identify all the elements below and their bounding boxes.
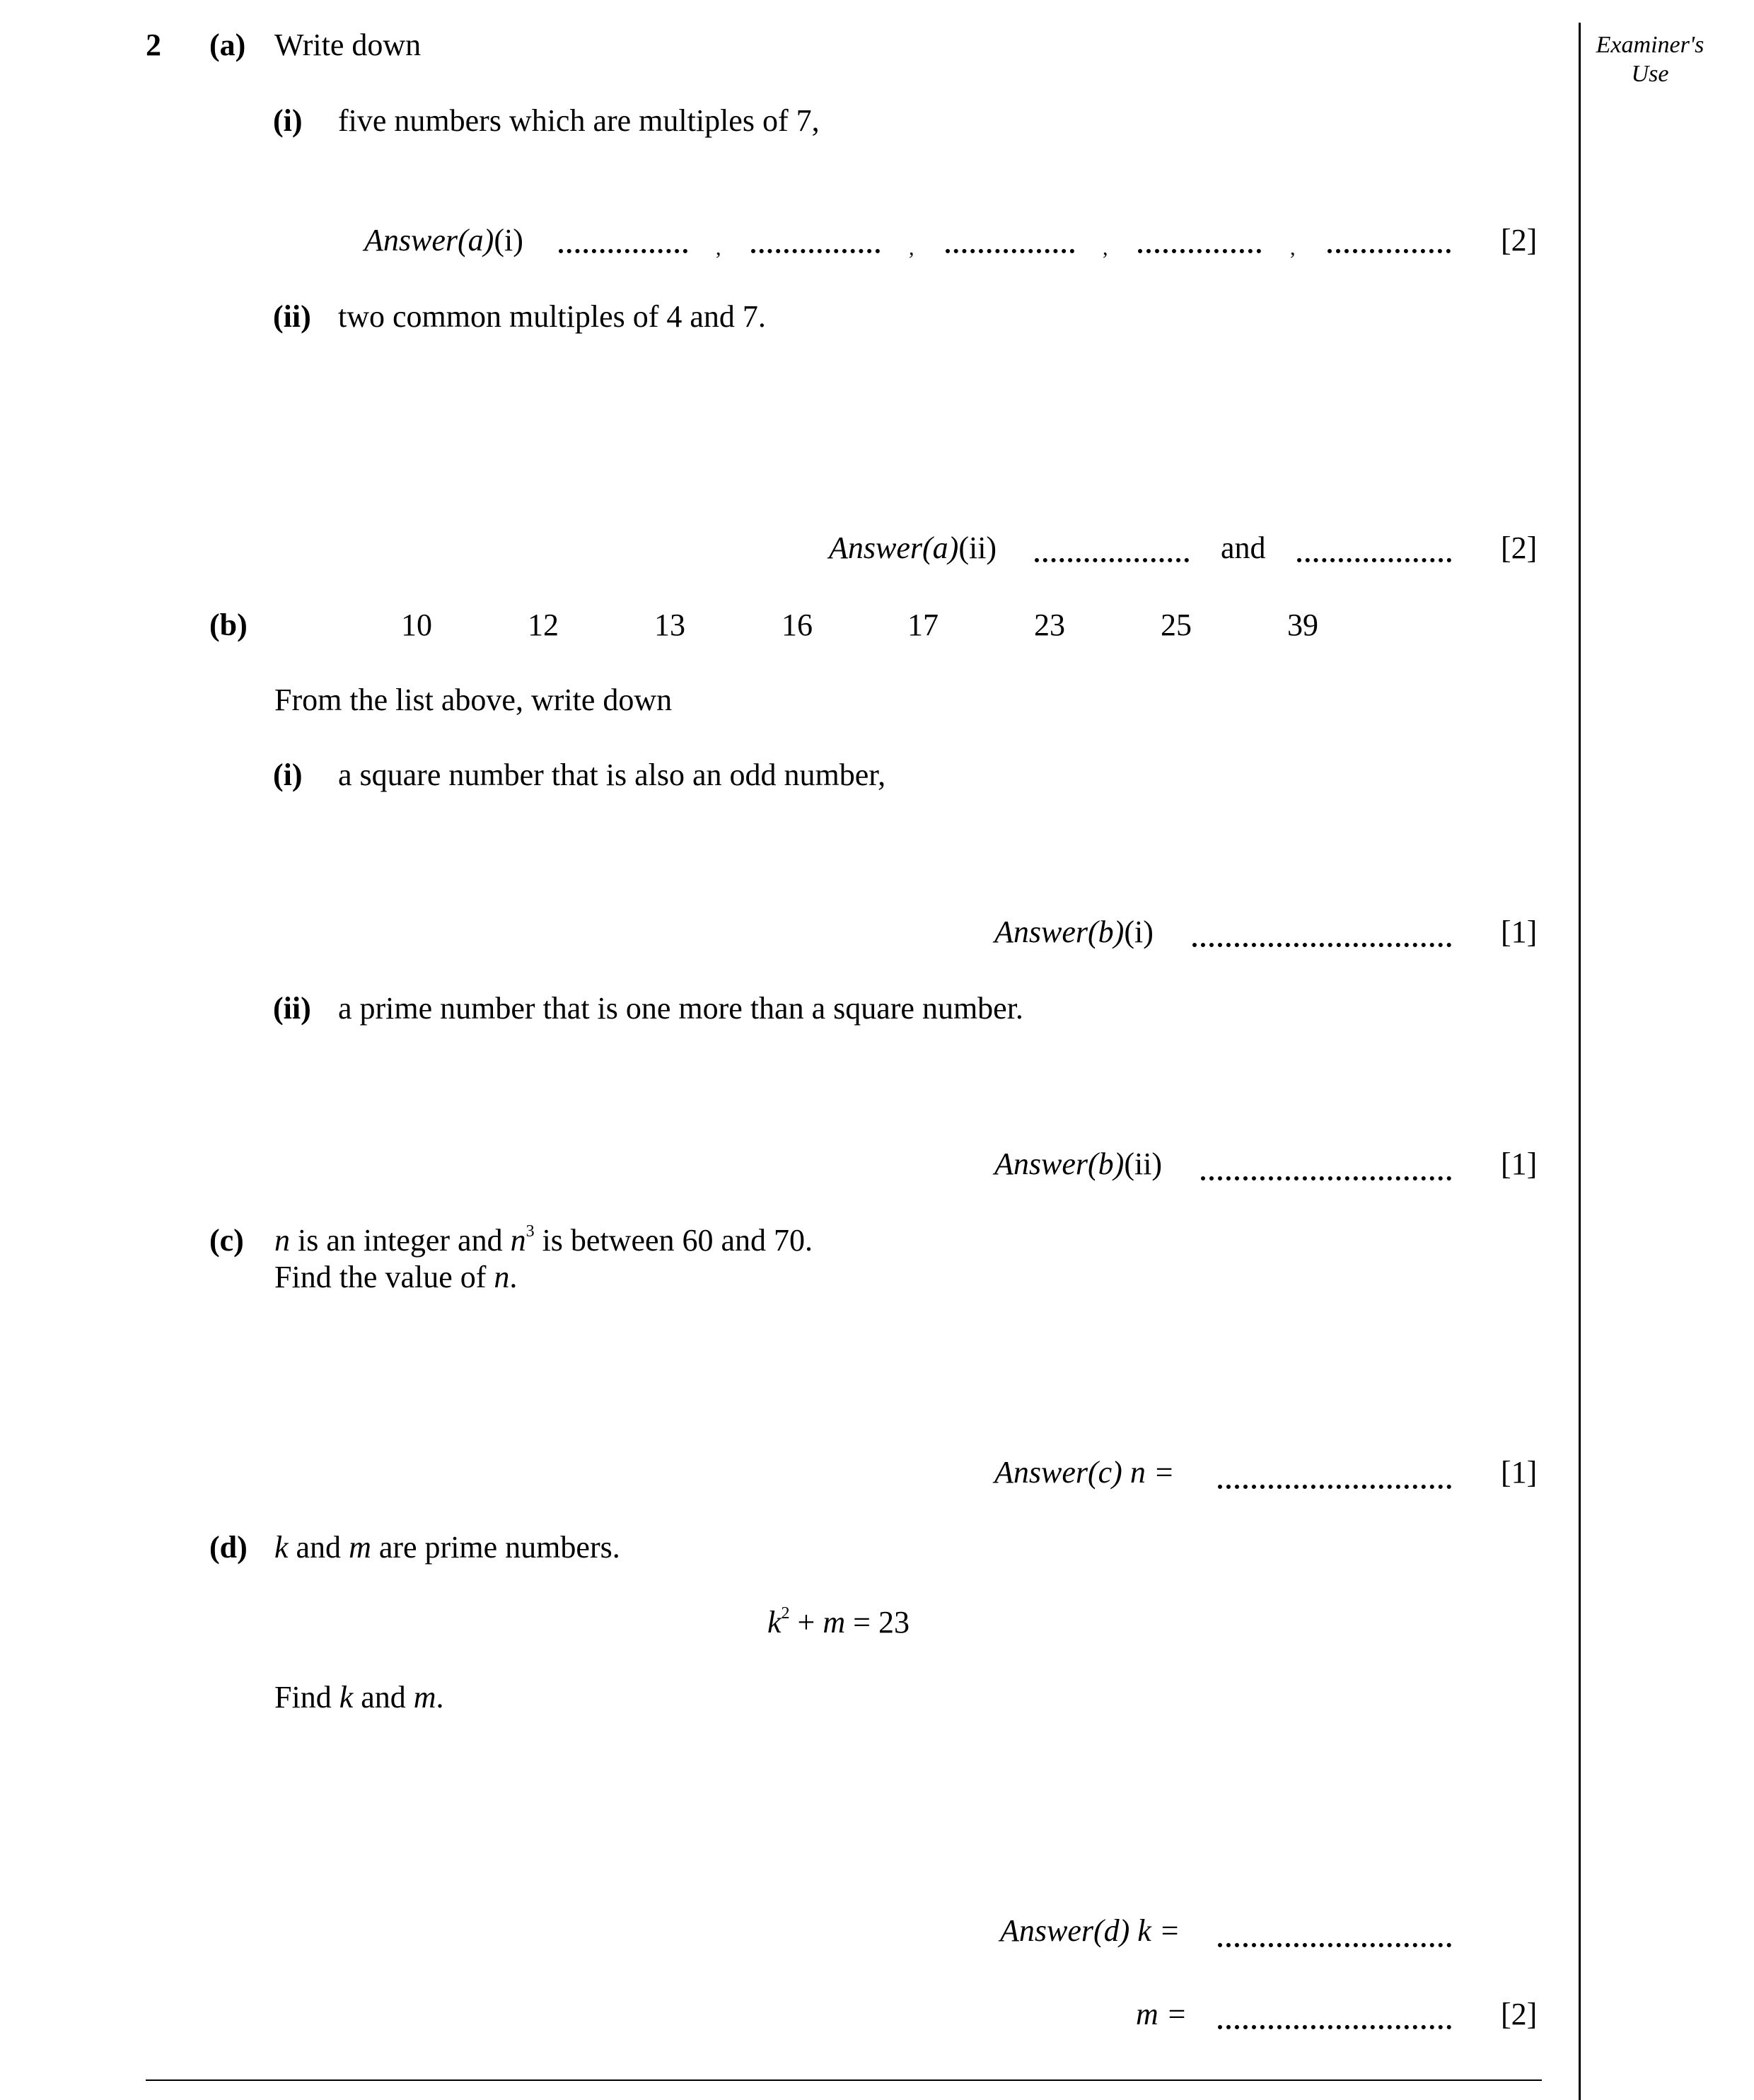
comma-2: , bbox=[909, 236, 914, 260]
answer-a-i-label bbox=[364, 225, 523, 256]
examiner-margin-rule bbox=[1579, 23, 1581, 2100]
answer-a-ii-field-1[interactable] bbox=[1035, 558, 1189, 562]
var-n: n bbox=[510, 1223, 526, 1258]
examiner-use-line2: Use bbox=[1631, 60, 1669, 87]
answer-b-ii-label bbox=[994, 1149, 1162, 1180]
part-a-stem: Write down bbox=[274, 28, 422, 62]
part-c-text-1: is an integer and bbox=[290, 1223, 511, 1258]
exponent-2: 2 bbox=[781, 1604, 790, 1623]
part-d-text-end: are prime numbers. bbox=[371, 1530, 620, 1565]
bottom-rule bbox=[146, 2079, 1542, 2081]
answer-a-ii-label bbox=[829, 530, 997, 565]
answer-b-ii-italic: Answer(b) bbox=[994, 1147, 1125, 1181]
part-a-ii-text: two common multiples of 4 and 7. bbox=[338, 299, 766, 334]
number-list-item: 39 bbox=[1287, 608, 1318, 642]
marks-c: [1] bbox=[1501, 1455, 1538, 1490]
part-a-ii-label: (ii) bbox=[273, 299, 311, 334]
part-a-label: (a) bbox=[209, 28, 246, 62]
answer-d-k-label: Answer(d) k = bbox=[1000, 1913, 1180, 1948]
answer-a-i-suffix: (i) bbox=[494, 223, 523, 257]
number-list-item: 13 bbox=[654, 608, 685, 642]
answer-a-i-italic: Answer(a) bbox=[364, 223, 494, 257]
answer-a-i-field-5[interactable] bbox=[1328, 249, 1451, 253]
answer-d-m-label: m = bbox=[1136, 1997, 1187, 2031]
number-list-item: 16 bbox=[782, 608, 813, 642]
marks-b-i: [1] bbox=[1501, 915, 1538, 949]
exponent-3: 3 bbox=[525, 1222, 535, 1241]
plus-sign: + bbox=[789, 1605, 823, 1640]
find-and: and bbox=[353, 1680, 414, 1715]
answer-d-k-field[interactable] bbox=[1218, 1943, 1451, 1947]
var-k: k bbox=[274, 1530, 289, 1565]
part-b-i-label: (i) bbox=[273, 758, 303, 792]
part-c-text-2: is between 60 and 70. bbox=[534, 1223, 813, 1258]
part-c-line2-pre: Find the value of bbox=[274, 1260, 494, 1294]
answer-b-ii-suffix: (ii) bbox=[1124, 1147, 1163, 1181]
part-c-line1 bbox=[274, 1222, 813, 1258]
answer-a-ii-suffix: (ii) bbox=[958, 530, 997, 565]
part-a-i-text: five numbers which are multiples of 7, bbox=[338, 103, 820, 138]
comma-3: , bbox=[1103, 236, 1108, 260]
part-a-i-label: (i) bbox=[273, 103, 303, 138]
var-m: m bbox=[349, 1530, 371, 1565]
marks-d: [2] bbox=[1501, 1997, 1538, 2031]
var-k: k bbox=[339, 1680, 354, 1715]
answer-a-i-field-3[interactable] bbox=[946, 249, 1074, 253]
answer-b-ii-field[interactable] bbox=[1201, 1176, 1451, 1180]
part-d-find bbox=[274, 1682, 444, 1713]
number-list-item: 23 bbox=[1034, 608, 1065, 642]
marks-a-ii: [2] bbox=[1501, 530, 1538, 565]
comma-1: , bbox=[716, 236, 721, 260]
answer-c-label: Answer(c) n = bbox=[994, 1455, 1175, 1490]
part-b-instruction: From the list above, write down bbox=[274, 683, 673, 717]
equation-rest: = 23 bbox=[845, 1605, 910, 1640]
find-pre: Find bbox=[274, 1680, 339, 1715]
part-b-ii-label: (ii) bbox=[273, 991, 311, 1026]
examiner-use-label bbox=[1591, 31, 1709, 89]
part-d-equation bbox=[767, 1604, 910, 1640]
part-c-line2 bbox=[274, 1262, 517, 1293]
part-b-ii-text: a prime number that is one more than a square number. bbox=[338, 991, 1023, 1026]
number-list-item: 25 bbox=[1161, 608, 1192, 642]
marks-a-i: [2] bbox=[1501, 223, 1538, 257]
question-number: 2 bbox=[146, 28, 161, 62]
answer-b-i-field[interactable] bbox=[1192, 943, 1451, 947]
part-c-line2-post: . bbox=[509, 1260, 518, 1294]
answer-a-ii-and: and bbox=[1221, 530, 1266, 565]
var-m: m bbox=[413, 1680, 436, 1715]
answer-a-i-field-1[interactable] bbox=[559, 249, 687, 253]
number-list-item: 10 bbox=[401, 608, 432, 642]
var-k: k bbox=[767, 1605, 782, 1640]
part-b-i-text: a square number that is also an odd number, bbox=[338, 758, 886, 792]
answer-a-ii-italic: Answer(a) bbox=[829, 530, 959, 565]
part-d-label: (d) bbox=[209, 1530, 248, 1565]
number-list-item: 17 bbox=[907, 608, 939, 642]
var-m: m bbox=[823, 1605, 846, 1640]
answer-d-m-field[interactable] bbox=[1218, 2025, 1451, 2029]
answer-c-field[interactable] bbox=[1218, 1485, 1451, 1489]
marks-b-ii: [1] bbox=[1501, 1147, 1538, 1181]
examiner-use-line1: Examiner's bbox=[1596, 32, 1704, 58]
part-d-text-mid: and bbox=[288, 1530, 349, 1565]
answer-a-i-field-2[interactable] bbox=[751, 249, 880, 253]
part-b-label: (b) bbox=[209, 608, 248, 642]
var-n: n bbox=[494, 1260, 510, 1294]
answer-a-i-field-4[interactable] bbox=[1138, 249, 1261, 253]
var-n: n bbox=[274, 1223, 290, 1258]
number-list-item: 12 bbox=[528, 608, 559, 642]
answer-b-i-suffix: (i) bbox=[1124, 915, 1154, 949]
answer-b-i-label bbox=[994, 917, 1154, 948]
comma-4: , bbox=[1290, 236, 1296, 260]
part-c-label: (c) bbox=[209, 1223, 244, 1258]
answer-b-i-italic: Answer(b) bbox=[994, 915, 1125, 949]
answer-a-ii-field-2[interactable] bbox=[1297, 558, 1451, 562]
find-post: . bbox=[436, 1680, 444, 1715]
part-d-statement bbox=[274, 1532, 620, 1563]
